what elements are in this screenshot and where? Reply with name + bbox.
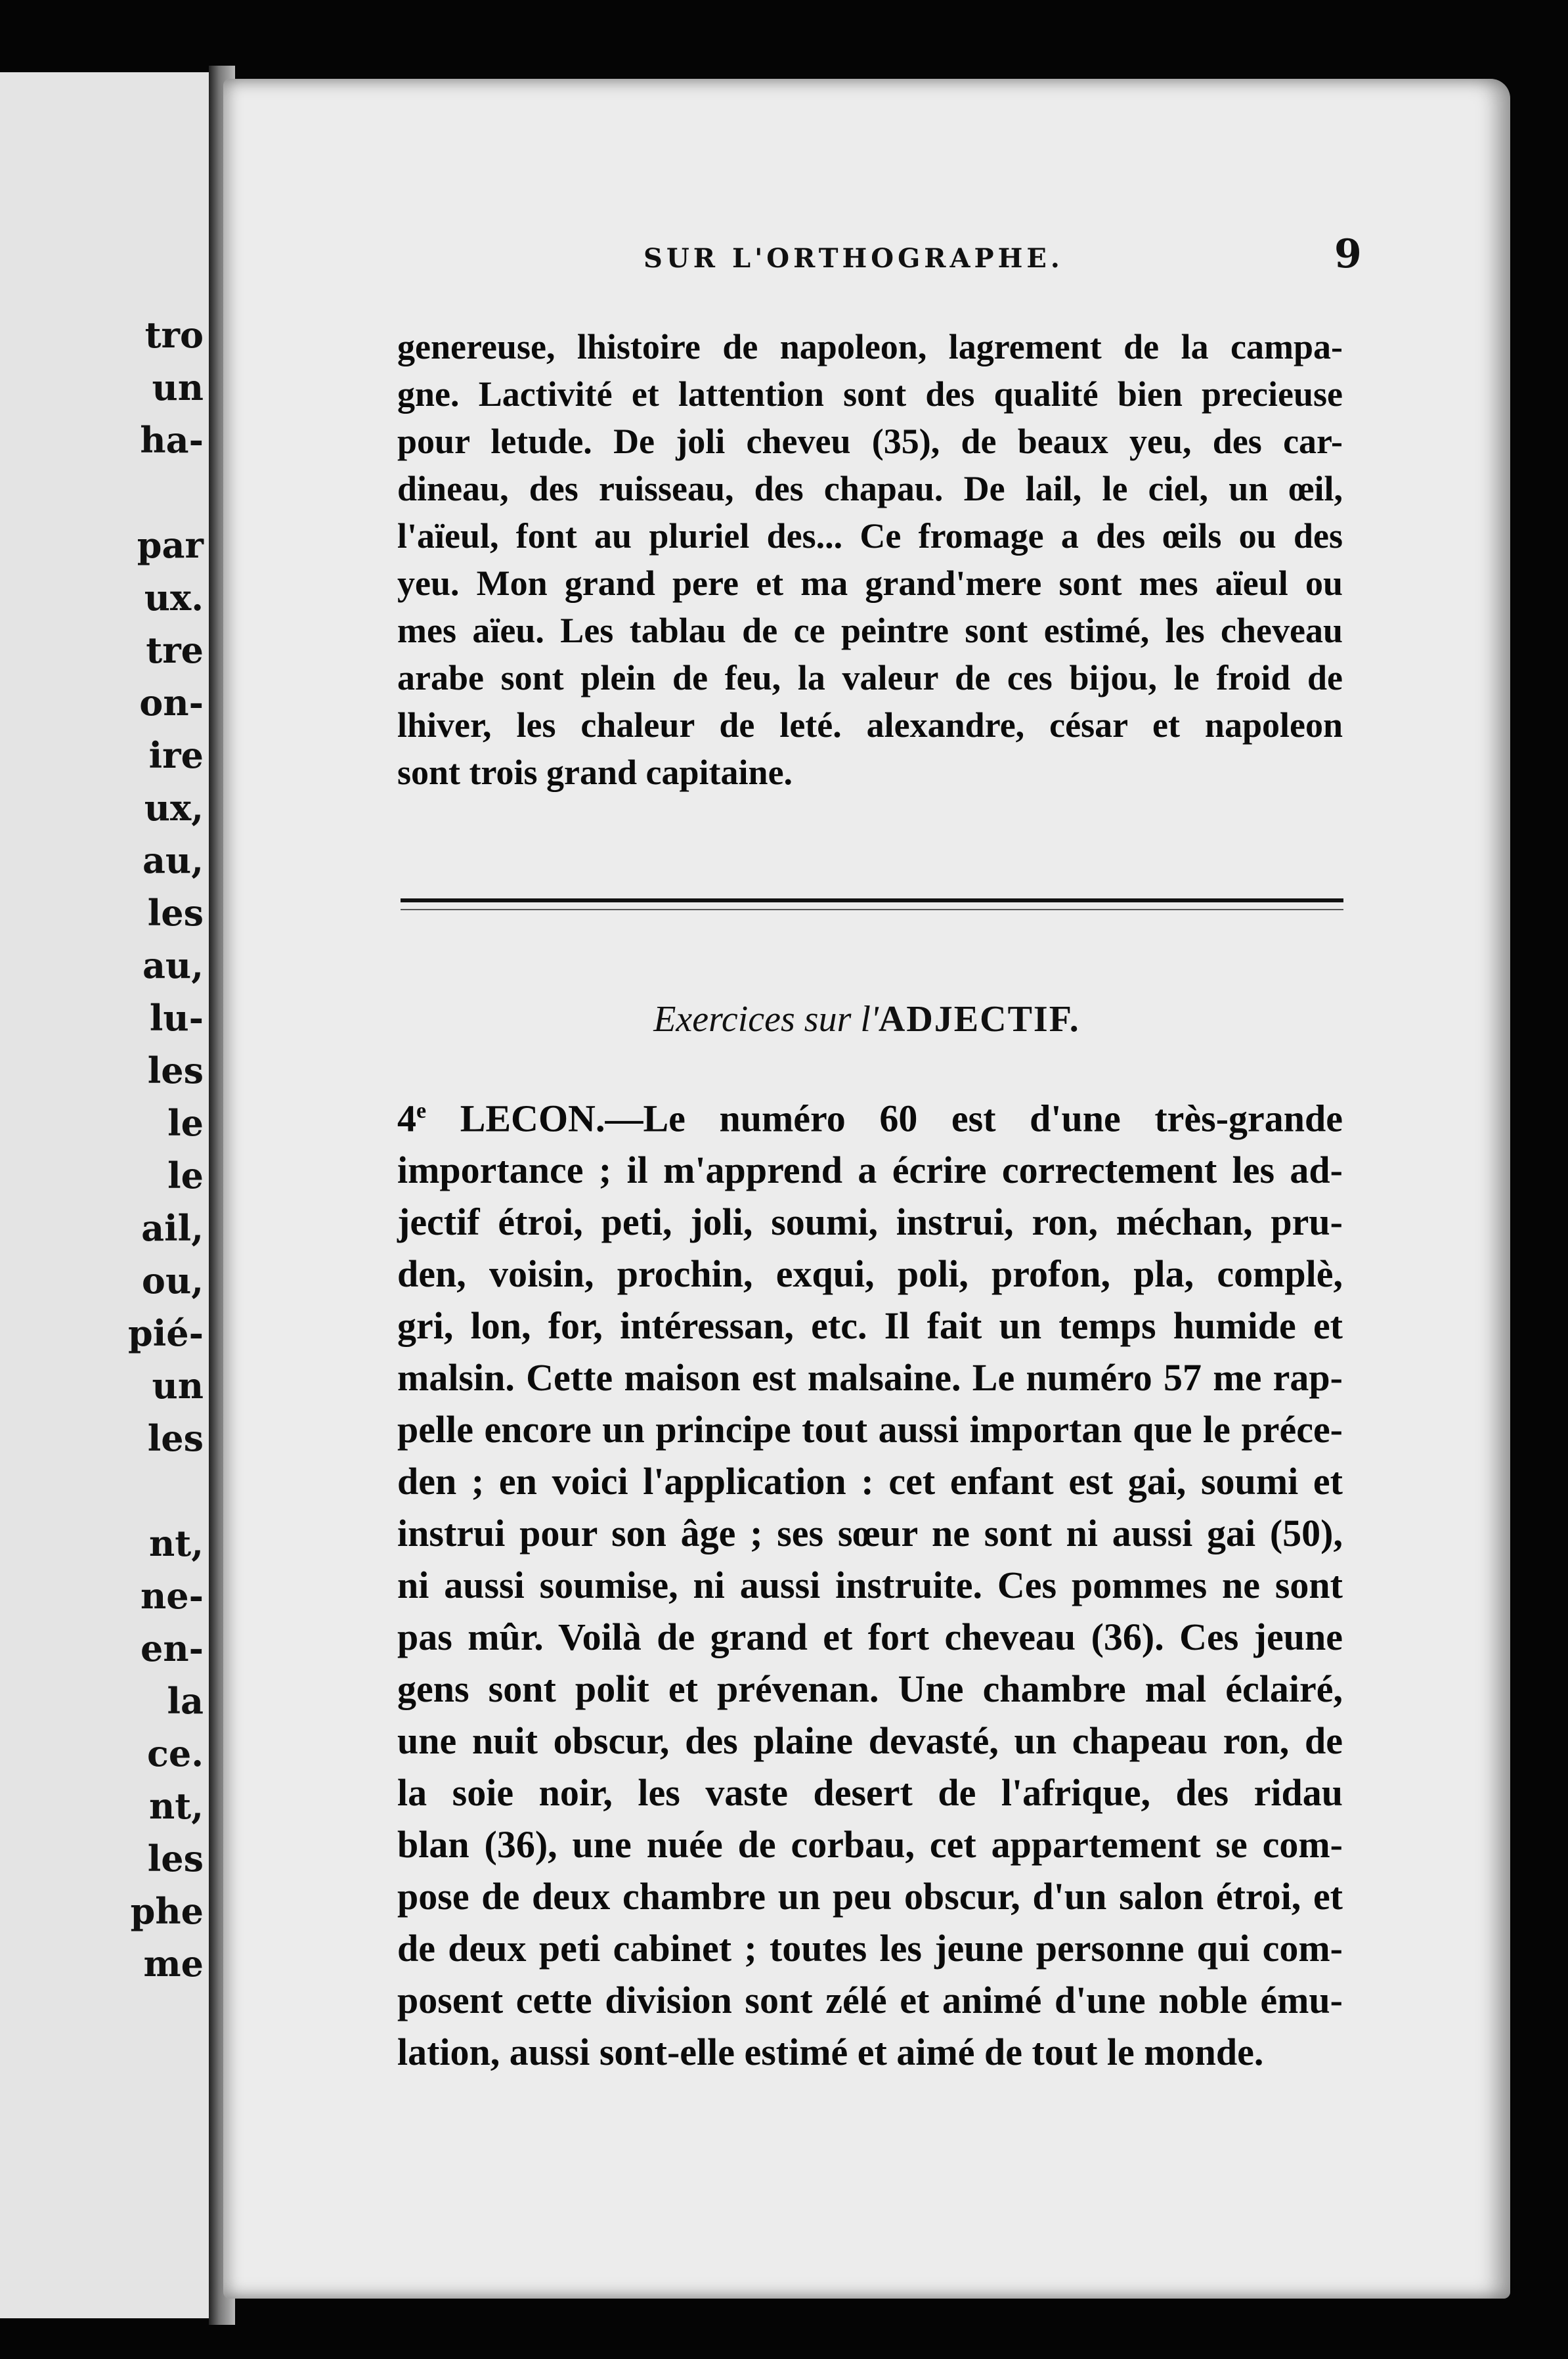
text-line: gne. Lactivité et lattention sont des qualité bien precieuse	[397, 374, 1343, 414]
text-line: instrui pour son âge ; ses sœur ne sont ni aussi gai (50),	[397, 1512, 1343, 1555]
left-page-fragment: on-	[139, 682, 204, 724]
running-head: SUR L'ORTHOGRAPHE.	[643, 243, 1064, 274]
text-line: den ; en voici l'application : cet enfant est gai, soumi et	[397, 1460, 1343, 1503]
left-page-fragment: ou,	[141, 1260, 204, 1302]
right-page	[223, 79, 1510, 2299]
left-page-fragment: ire	[148, 734, 204, 776]
left-page-text-fragments	[128, 309, 204, 1990]
text-line: pose de deux chambre un peu obscur, d'un salon étroi, et	[397, 1875, 1343, 1918]
text-line: jectif étroi, peti, joli, soumi, instrui, ron, méchan, pru-	[397, 1201, 1343, 1244]
text-line: mes aïeu. Les tablau de ce peintre sont estimé, les cheveau	[397, 611, 1343, 650]
left-page-fragment: le	[167, 1102, 204, 1144]
left-page-fragment: me	[143, 1943, 204, 1985]
left-page-fragment: phe	[130, 1890, 204, 1932]
left-page-fragment: tro	[144, 314, 204, 356]
text-line: blan (36), une nuée de corbau, cet appartement se com-	[397, 1823, 1343, 1866]
text-line: yeu. Mon grand pere et ma grand'mere sont mes aïeul ou	[397, 563, 1343, 603]
text-line: lation, aussi sont-elle estimé et aimé de tout le monde.	[397, 2031, 1264, 2074]
section-heading	[223, 998, 1510, 1040]
left-page-fragment: par	[137, 524, 204, 566]
text-line-fragment: —Le numéro 60 est d'une très-grande	[605, 1097, 1343, 1140]
left-page-fragment: lu-	[149, 997, 204, 1039]
left-page-fragment: ail,	[141, 1207, 204, 1249]
text-line: pour letude. De joli cheveu (35), de beaux yeu, des car-	[397, 422, 1343, 461]
lesson-label: LECON.	[460, 1097, 605, 1140]
left-page-fragment: la	[167, 1680, 204, 1722]
text-line: la soie noir, les vaste desert de l'afrique, des ridau	[397, 1771, 1343, 1815]
text-line: lhiver, les chaleur de leté. alexandre, césar et napoleon	[397, 705, 1343, 745]
left-page-fragment: tre	[146, 629, 204, 671]
text-line: posent cette division sont zélé et animé d'une noble ému-	[397, 1979, 1343, 2022]
text-line: dineau, des ruisseau, des chapau. De lail, le ciel, un œil,	[397, 469, 1343, 508]
text-line: pas mûr. Voilà de grand et fort cheveau (36). Ces jeune	[397, 1616, 1343, 1659]
text-line: arabe sont plein de feu, la valeur de ces bijou, le froid de	[397, 658, 1343, 697]
left-page-fragment: nt,	[148, 1785, 204, 1827]
lesson-number: 4	[397, 1097, 416, 1140]
paragraph-2	[397, 1085, 1343, 2078]
text-line: malsin. Cette maison est malsaine. Le numéro 57 me rap-	[397, 1356, 1343, 1400]
left-page-fragment: les	[147, 1049, 204, 1091]
text-line: sont trois grand capitaine.	[397, 753, 793, 792]
lesson-number-superscript: e	[416, 1099, 427, 1123]
text-line: gens sont polit et prévenan. Une chambre mal éclairé,	[397, 1667, 1343, 1711]
left-page-fragment: nt,	[148, 1522, 204, 1564]
paragraph-1	[397, 323, 1343, 796]
left-page-fragment: au,	[142, 944, 204, 986]
section-heading-italic: Exercices sur l'	[653, 999, 879, 1040]
text-line: genereuse, lhistoire de napoleon, lagrement de la campa-	[397, 327, 1343, 366]
text-line: l'aïeul, font au pluriel des... Ce fromage a des œils ou des	[397, 516, 1343, 556]
left-facing-page	[0, 72, 213, 2318]
text-line: gri, lon, for, intéressan, etc. Il fait un temps humide et	[397, 1304, 1343, 1348]
left-page-fragment	[128, 466, 204, 519]
text-line: pelle encore un principe tout aussi importan que le préce-	[397, 1408, 1343, 1451]
left-page-fragment: le	[167, 1155, 204, 1197]
section-heading-caps: ADJECTIF.	[878, 999, 1080, 1040]
left-page-fragment: ha-	[140, 419, 204, 461]
left-page-fragment: un	[152, 1365, 204, 1407]
text-line: ni aussi soumise, ni aussi instruite. Ces pommes ne sont	[397, 1564, 1343, 1607]
left-page-fragment: au,	[142, 839, 204, 881]
left-page-fragment: les	[147, 892, 204, 934]
section-divider-rule-thin	[401, 909, 1343, 910]
text-line-lesson-start	[397, 1085, 1343, 1144]
text-line: de deux peti cabinet ; toutes les jeune personne qui com-	[397, 1927, 1343, 1970]
left-page-fragment	[128, 1465, 204, 1517]
left-page-fragment: ux,	[144, 787, 204, 829]
text-line: une nuit obscur, des plaine devasté, un chapeau ron, de	[397, 1719, 1343, 1763]
page-number: 9	[1334, 231, 1362, 277]
text-line: importance ; il m'apprend a écrire correctement les ad-	[397, 1149, 1343, 1192]
left-page-fragment: en-	[140, 1627, 204, 1669]
left-page-fragment: ce.	[146, 1732, 204, 1775]
left-page-fragment: ux.	[144, 577, 204, 619]
left-page-fragment: un	[152, 366, 204, 408]
left-page-fragment: les	[147, 1838, 204, 1880]
text-line: den, voisin, prochin, exqui, poli, profon, pla, complè,	[397, 1252, 1343, 1296]
left-page-fragment: pié-	[127, 1312, 204, 1354]
left-page-fragment: les	[147, 1417, 204, 1459]
left-page-fragment: ne-	[140, 1575, 204, 1617]
section-divider-rule	[401, 898, 1343, 902]
